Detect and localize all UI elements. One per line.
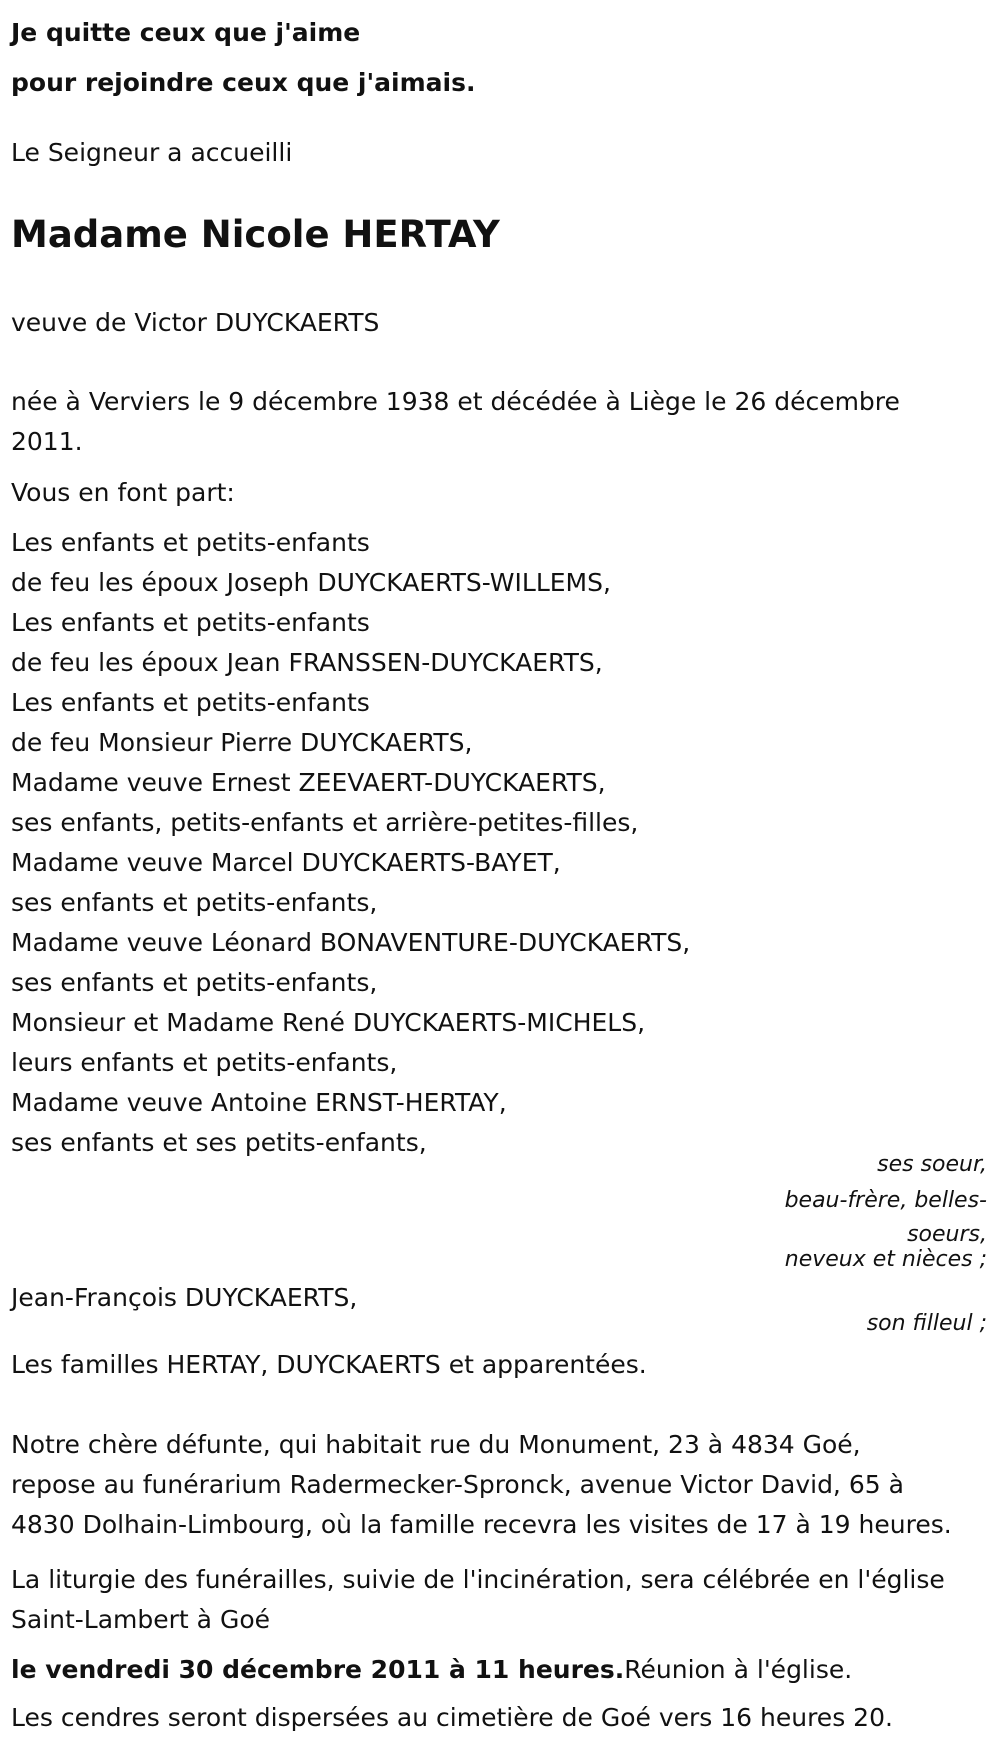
family-list bbox=[11, 523, 690, 1163]
family-list-item: de feu Monsieur Pierre DUYCKAERTS, bbox=[11, 728, 473, 757]
birth-death-line-1: née à Verviers le 9 décembre 1938 et décédée à Liège le 26 décembre bbox=[11, 387, 900, 416]
family-list-item: ses enfants et petits-enfants, bbox=[11, 968, 378, 997]
epigraph bbox=[11, 8, 475, 108]
family-list-item: leurs enfants et petits-enfants, bbox=[11, 1048, 398, 1077]
relation-in-laws-line-1: beau-frère, belles- bbox=[784, 1188, 987, 1213]
relation-sisters: ses soeur, bbox=[877, 1152, 987, 1177]
birth-death-line-2: 2011. bbox=[11, 427, 83, 456]
announcement: Vous en font part: bbox=[11, 478, 235, 507]
family-list-item: Les enfants et petits-enfants bbox=[11, 688, 370, 717]
liturgy-line-2: Saint-Lambert à Goé bbox=[11, 1605, 270, 1634]
family-list-item: de feu les époux Joseph DUYCKAERTS-WILLEMS, bbox=[11, 568, 611, 597]
family-list-item: Madame veuve Antoine ERNST-HERTAY, bbox=[11, 1088, 507, 1117]
relation-in-laws-line-2: soeurs, bbox=[907, 1222, 987, 1247]
family-list-item: Madame veuve Marcel DUYCKAERTS-BAYET, bbox=[11, 848, 561, 877]
epigraph-line-2: pour rejoindre ceux que j'aimais. bbox=[11, 68, 476, 97]
service-meeting: Réunion à l'église. bbox=[624, 1655, 853, 1684]
residence-line-3: 4830 Dolhain-Limbourg, où la famille recevra les visites de 17 à 19 heures. bbox=[11, 1510, 952, 1539]
service-details bbox=[11, 1655, 852, 1684]
residence-line-1: Notre chère défunte, qui habitait rue du Monument, 23 à 4834 Goé, bbox=[11, 1430, 861, 1459]
widow-of: veuve de Victor DUYCKAERTS bbox=[11, 308, 380, 337]
family-list-item: Les enfants et petits-enfants bbox=[11, 528, 370, 557]
service-date: le vendredi 30 décembre 2011 à 11 heures. bbox=[11, 1655, 625, 1684]
families-line: Les familles HERTAY, DUYCKAERTS et apparentées. bbox=[11, 1350, 647, 1379]
epigraph-line-1: Je quitte ceux que j'aime bbox=[11, 18, 361, 47]
family-list-item: Madame veuve Ernest ZEEVAERT-DUYCKAERTS, bbox=[11, 768, 606, 797]
relation-nephews: neveux et nièces ; bbox=[784, 1247, 987, 1272]
family-list-item: Les enfants et petits-enfants bbox=[11, 608, 370, 637]
relation-godson: son filleul ; bbox=[866, 1311, 987, 1336]
deceased-name: Madame Nicole HERTAY bbox=[11, 213, 500, 256]
family-list-item: Monsieur et Madame René DUYCKAERTS-MICHELS, bbox=[11, 1008, 646, 1037]
family-list-item: Madame veuve Léonard BONAVENTURE-DUYCKAERTS, bbox=[11, 928, 691, 957]
godson-name: Jean-François DUYCKAERTS, bbox=[11, 1283, 358, 1312]
birth-death-statement bbox=[11, 382, 986, 462]
residence-line-2: repose au funérarium Radermecker-Spronck, avenue Victor David, 65 à bbox=[11, 1470, 904, 1499]
intro-text: Le Seigneur a accueilli bbox=[11, 138, 293, 167]
family-list-item: ses enfants et ses petits-enfants, bbox=[11, 1128, 427, 1157]
liturgy-paragraph bbox=[11, 1560, 996, 1640]
family-list-item: ses enfants et petits-enfants, bbox=[11, 888, 378, 917]
residence-paragraph bbox=[11, 1425, 996, 1545]
ashes-dispersal: Les cendres seront dispersées au cimetière de Goé vers 16 heures 20. bbox=[11, 1703, 893, 1732]
family-list-item: de feu les époux Jean FRANSSEN-DUYCKAERTS, bbox=[11, 648, 603, 677]
liturgy-line-1: La liturgie des funérailles, suivie de l'incinération, sera célébrée en l'église bbox=[11, 1565, 945, 1594]
family-list-item: ses enfants, petits-enfants et arrière-petites-filles, bbox=[11, 808, 639, 837]
